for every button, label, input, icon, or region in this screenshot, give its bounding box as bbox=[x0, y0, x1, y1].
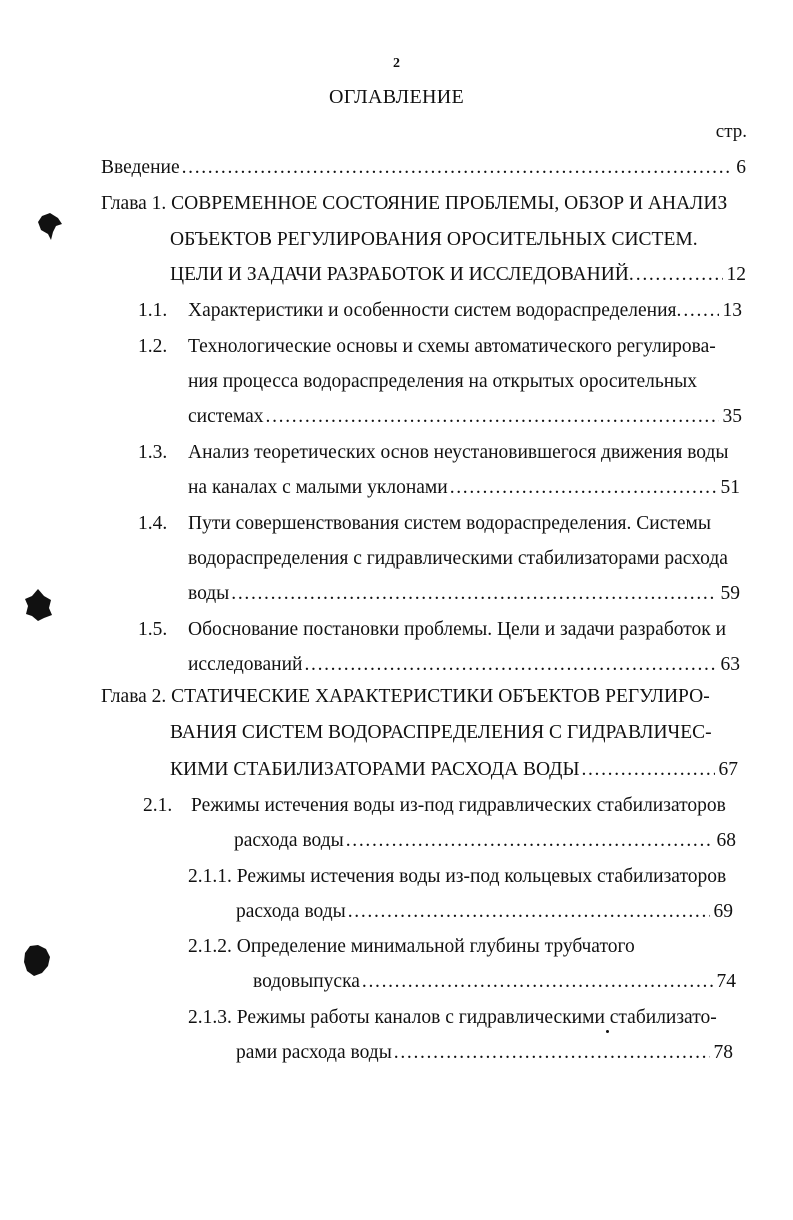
leader-dots bbox=[182, 155, 733, 181]
toc-entry-text: рами расхода воды bbox=[236, 1042, 392, 1063]
toc-page-number: 68 bbox=[716, 830, 736, 851]
toc-section-1-2-line-1: Технологические основы и схемы автоматического регулирова- bbox=[188, 336, 716, 357]
toc-subsection-2-1-1-line-2 bbox=[236, 899, 733, 925]
toc-section-1-5-line-2 bbox=[188, 652, 740, 678]
toc-chapter-1-line-2: ОБЪЕКТОВ РЕГУЛИРОВАНИЯ ОРОСИТЕЛЬНЫХ СИСТЕМ. bbox=[170, 229, 698, 250]
toc-entry-text: водовыпуска bbox=[253, 971, 360, 992]
leader-dots bbox=[450, 475, 717, 501]
toc-entry-text: системах bbox=[188, 406, 264, 427]
scan-blot-2 bbox=[24, 588, 54, 622]
toc-section-1-2-line-3 bbox=[188, 404, 742, 430]
toc-section-number: 1.1. bbox=[138, 300, 168, 321]
toc-entry-text: ЦЕЛИ И ЗАДАЧИ РАЗРАБОТОК И ИССЛЕДОВАНИЙ. bbox=[170, 264, 634, 285]
toc-page-number: 63 bbox=[720, 654, 740, 675]
toc-section-number: 2.1. bbox=[143, 795, 173, 816]
leader-dots bbox=[394, 1040, 710, 1066]
toc-section-number: 1.4. bbox=[138, 513, 168, 534]
toc-page-number: 59 bbox=[720, 583, 740, 604]
toc-section-1-5-line-1: Обоснование постановки проблемы. Цели и задачи разработок и bbox=[188, 619, 727, 640]
toc-subsection-2-1-1-line-1 bbox=[188, 864, 726, 890]
toc-section-2-1-line-2 bbox=[234, 828, 736, 854]
toc-section-2-1-line-1: Режимы истечения воды из-под гидравлических стабилизаторов bbox=[191, 795, 726, 816]
toc-entry-text: на каналах с малыми уклонами bbox=[188, 477, 448, 498]
page-column-header: стр. bbox=[715, 121, 747, 142]
toc-section-1-1 bbox=[188, 298, 742, 324]
leader-dots bbox=[362, 969, 713, 995]
toc-section-number: 1.3. bbox=[138, 442, 168, 463]
toc-entry-text: воды bbox=[188, 583, 230, 604]
toc-entry-text: КИМИ СТАБИЛИЗАТОРАМИ РАСХОДА ВОДЫ bbox=[170, 759, 580, 780]
scan-blot-1 bbox=[36, 212, 64, 242]
toc-entry-text: Характеристики и особенности систем водораспределения. bbox=[188, 300, 682, 321]
toc-page-number: 78 bbox=[713, 1042, 733, 1063]
toc-page-number: 51 bbox=[720, 477, 740, 498]
toc-section-1-3-line-2 bbox=[188, 475, 740, 501]
toc-subsection-2-1-2-line-1 bbox=[188, 934, 635, 960]
toc-page-number: 74 bbox=[716, 971, 736, 992]
scan-blot-3 bbox=[22, 944, 52, 978]
toc-subsection-2-1-2-line-2 bbox=[253, 969, 736, 995]
toc-entry-text: расхода воды bbox=[236, 901, 346, 922]
toc-subsection-2-1-3-line-1 bbox=[188, 1005, 717, 1031]
toc-section-1-4-line-3 bbox=[188, 581, 740, 607]
leader-dots bbox=[346, 828, 713, 854]
toc-entry-text: исследований bbox=[188, 654, 303, 675]
toc-section-number: 1.5. bbox=[138, 619, 168, 640]
toc-chapter-1-line-3 bbox=[170, 262, 746, 288]
toc-section-number: 2.1.1. bbox=[188, 866, 232, 887]
toc-entry-text: Введение bbox=[101, 157, 180, 178]
toc-page-number: 67 bbox=[718, 759, 738, 780]
toc-section-1-4-line-2: водораспределения с гидравлическими стабилизаторами расхода bbox=[188, 548, 728, 569]
leader-dots bbox=[348, 899, 710, 925]
toc-chapter-2-line-3 bbox=[170, 757, 738, 783]
toc-entry-text: расхода воды bbox=[234, 830, 344, 851]
leader-dots bbox=[636, 262, 723, 288]
leader-dots bbox=[266, 404, 719, 430]
toc-page-number: 13 bbox=[722, 300, 742, 321]
toc-chapter-1-line-1: Глава 1. СОВРЕМЕННОЕ СОСТОЯНИЕ ПРОБЛЕМЫ, ОБЗОР И АНАЛИЗ bbox=[101, 193, 728, 214]
toc-section-1-4-line-1: Пути совершенствования систем водораспределения. Системы bbox=[188, 513, 711, 534]
toc-entry-text: Определение минимальной глубины трубчатого bbox=[236, 936, 635, 957]
toc-chapter-2-line-1: Глава 2. СТАТИЧЕСКИЕ ХАРАКТЕРИСТИКИ ОБЪЕКТОВ РЕГУЛИРО- bbox=[101, 686, 710, 707]
toc-subsection-2-1-3-line-2 bbox=[236, 1040, 733, 1066]
toc-entry-text: Режимы работы каналов с гидравлическими стабилизато- bbox=[236, 1007, 717, 1028]
toc-page-number: 35 bbox=[722, 406, 742, 427]
leader-dots bbox=[231, 581, 716, 607]
page-title: ОГЛАВЛЕНИЕ bbox=[329, 86, 464, 108]
leader-dots bbox=[683, 298, 718, 324]
page-number: 2 bbox=[393, 56, 400, 71]
toc-page-number: 12 bbox=[726, 264, 746, 285]
toc-section-number: 1.2. bbox=[138, 336, 168, 357]
toc-chapter-2-line-2: ВАНИЯ СИСТЕМ ВОДОРАСПРЕДЕЛЕНИЯ С ГИДРАВЛИЧЕС- bbox=[170, 722, 712, 743]
toc-section-number: 2.1.2. bbox=[188, 936, 232, 957]
toc-section-number: 2.1.3. bbox=[188, 1007, 232, 1028]
scan-speck bbox=[606, 1030, 609, 1033]
toc-entry-text: Режимы истечения воды из-под кольцевых стабилизаторов bbox=[236, 866, 727, 887]
toc-page-number: 6 bbox=[736, 157, 746, 178]
toc-section-1-3-line-1: Анализ теоретических основ неустановившегося движения воды bbox=[188, 442, 729, 463]
leader-dots bbox=[304, 652, 716, 678]
toc-entry-intro bbox=[101, 155, 746, 181]
leader-dots bbox=[581, 757, 714, 783]
toc-page-number: 69 bbox=[713, 901, 733, 922]
toc-section-1-2-line-2: ния процесса водораспределения на открытых оросительных bbox=[188, 371, 698, 392]
